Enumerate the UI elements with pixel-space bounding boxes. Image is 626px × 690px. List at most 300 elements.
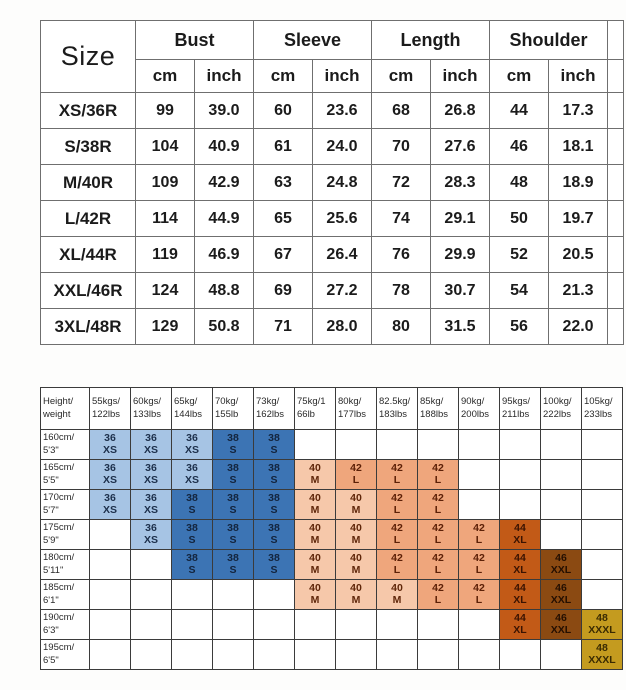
height-label-line2: 5'3" (43, 444, 59, 456)
size-measurement-value: 46 (490, 129, 549, 165)
fit-empty-cell (254, 640, 295, 670)
fit-size-code: L (352, 473, 360, 486)
fit-size-cell-44-XL (500, 520, 541, 550)
size-measurement-value: 27.2 (313, 273, 372, 309)
fit-size-number: 36 (104, 432, 116, 445)
fit-empty-cell (90, 640, 131, 670)
height-label-line1: 180cm/ (43, 551, 75, 563)
height-row-label (41, 610, 90, 640)
size-measurement-value: 40.9 (195, 129, 254, 165)
fit-table-row (41, 610, 623, 640)
weight-header-line1: 90kg/ (461, 395, 485, 407)
fit-size-code: XS (143, 503, 158, 516)
fit-empty-cell (459, 640, 500, 670)
fit-empty-cell (582, 430, 623, 460)
fit-empty-cell (172, 580, 213, 610)
fit-empty-cell (377, 640, 418, 670)
fit-size-number: 38 (227, 462, 239, 475)
fit-size-number: 42 (391, 492, 403, 505)
fit-size-number: 40 (350, 522, 362, 535)
fit-size-cell-36-XS (90, 490, 131, 520)
fit-size-cell-40-M (295, 550, 336, 580)
size-measurement-value: 19.7 (549, 201, 608, 237)
size-row-label: XXL/46R (41, 273, 136, 309)
fit-empty-cell (500, 430, 541, 460)
fit-empty-cell (295, 610, 336, 640)
fit-size-code: L (393, 533, 401, 546)
fit-size-number: 42 (432, 462, 444, 475)
fit-empty-cell (500, 490, 541, 520)
fit-size-number: 36 (104, 492, 116, 505)
fit-empty-cell (254, 580, 295, 610)
fit-empty-cell (459, 430, 500, 460)
fit-empty-cell (459, 460, 500, 490)
fit-empty-cell (295, 430, 336, 460)
weight-header-line2: 144lbs (174, 408, 202, 420)
fit-empty-cell (541, 460, 582, 490)
fit-size-cell-36-XS (131, 460, 172, 490)
fit-size-cell-42-L (418, 580, 459, 610)
fit-empty-cell (500, 460, 541, 490)
fit-size-cell-36-XS (172, 460, 213, 490)
fit-size-code: L (393, 503, 401, 516)
fit-size-number: 40 (309, 462, 321, 475)
height-row-label (41, 580, 90, 610)
size-measurement-value: 114 (136, 201, 195, 237)
weight-header-line2: 133lbs (133, 408, 161, 420)
fit-size-number: 44 (514, 522, 526, 535)
size-table-row (41, 237, 624, 273)
size-measurement-value: 52 (490, 237, 549, 273)
fit-size-code: M (351, 533, 361, 546)
size-measurement-value: 27.6 (431, 129, 490, 165)
fit-empty-cell (541, 640, 582, 670)
height-label-line1: 185cm/ (43, 581, 75, 593)
fit-empty-cell (459, 490, 500, 520)
size-measurement-value: 71 (254, 309, 313, 345)
cropped-column-sliver (608, 237, 624, 273)
fit-empty-cell (500, 640, 541, 670)
size-measurement-value: 42.9 (195, 165, 254, 201)
unit-header-cm: cm (254, 60, 313, 93)
fit-empty-cell (541, 490, 582, 520)
weight-header-line1: 100kg/ (543, 395, 572, 407)
fit-size-number: 36 (145, 432, 157, 445)
weight-header-line2: 155lb (215, 408, 239, 420)
height-row-label (41, 460, 90, 490)
size-measurement-value: 68 (372, 93, 431, 129)
size-measurement-value: 129 (136, 309, 195, 345)
fit-table-row (41, 550, 623, 580)
size-row-label: M/40R (41, 165, 136, 201)
fit-size-cell-36-XS (172, 430, 213, 460)
fit-size-code: S (229, 533, 237, 546)
fit-size-code: M (351, 563, 361, 576)
fit-size-code: XL (513, 533, 527, 546)
size-measurement-value: 80 (372, 309, 431, 345)
size-row-label: 3XL/48R (41, 309, 136, 345)
fit-size-code: XS (102, 473, 117, 486)
size-measurement-value: 17.3 (549, 93, 608, 129)
fit-empty-cell (582, 490, 623, 520)
fit-size-code: XS (184, 443, 199, 456)
fit-size-cell-40-M (295, 520, 336, 550)
weight-header-line1: 65kg/ (174, 395, 198, 407)
weight-header-line1: 55kgs/ (92, 395, 120, 407)
fit-size-cell-38-S (172, 550, 213, 580)
height-row-label (41, 490, 90, 520)
unit-header-cm: cm (136, 60, 195, 93)
unit-header-inch: inch (431, 60, 490, 93)
fit-empty-cell (131, 610, 172, 640)
fit-empty-cell (213, 580, 254, 610)
fit-size-number: 38 (227, 552, 239, 565)
fit-size-number: 36 (145, 492, 157, 505)
weight-column-header (418, 388, 459, 430)
weight-header-line2: 183lbs (379, 408, 407, 420)
fit-size-number: 46 (555, 582, 567, 595)
fit-empty-cell (213, 640, 254, 670)
fit-size-code: S (229, 503, 237, 516)
fit-size-number: 42 (432, 522, 444, 535)
size-measurement-value: 61 (254, 129, 313, 165)
fit-size-number: 38 (268, 522, 280, 535)
fit-size-number: 42 (432, 492, 444, 505)
fit-size-code: L (434, 533, 442, 546)
fit-size-code: XXL (550, 623, 572, 636)
fit-size-cell-38-S (213, 460, 254, 490)
size-measurement-value: 25.6 (313, 201, 372, 237)
weight-header-line1: 85kg/ (420, 395, 444, 407)
fit-empty-cell (90, 580, 131, 610)
height-row-label (41, 640, 90, 670)
height-label-line2: 5'11" (43, 564, 64, 576)
fit-size-code: L (434, 563, 442, 576)
fit-size-code: L (475, 563, 483, 576)
fit-size-cell-42-L (377, 520, 418, 550)
fit-size-code: S (270, 563, 278, 576)
size-table-row (41, 129, 624, 165)
fit-empty-cell (377, 430, 418, 460)
weight-header-line1: 105kg/ (584, 395, 613, 407)
corner-line1: Height/ (43, 395, 74, 407)
weight-header-line1: 95kgs/ (502, 395, 530, 407)
weight-header-line1: 80kg/ (338, 395, 362, 407)
fit-empty-cell (336, 430, 377, 460)
fit-size-code: S (229, 563, 237, 576)
fit-size-code: L (393, 563, 401, 576)
fit-size-code: M (351, 593, 361, 606)
weight-column-header (336, 388, 377, 430)
fit-size-number: 38 (268, 552, 280, 565)
height-label-line2: 6'5" (43, 654, 59, 666)
fit-size-code: M (310, 563, 320, 576)
fit-table-row (41, 640, 623, 670)
fit-size-number: 36 (145, 522, 157, 535)
fit-size-cell-40-M (295, 490, 336, 520)
weight-header-line2: 122lbs (92, 408, 120, 420)
size-table-row (41, 273, 624, 309)
fit-empty-cell (254, 610, 295, 640)
cropped-column-sliver (608, 309, 624, 345)
size-measurement-value: 28.3 (431, 165, 490, 201)
fit-size-cell-42-L (377, 490, 418, 520)
weight-column-header (582, 388, 623, 430)
fit-size-code: S (188, 563, 196, 576)
weight-column-header (459, 388, 500, 430)
weight-header-line1: 70kg/ (215, 395, 239, 407)
size-table-corner-label: Size (41, 21, 136, 93)
fit-size-number: 36 (104, 462, 116, 475)
fit-size-cell-38-S (213, 550, 254, 580)
fit-empty-cell (459, 610, 500, 640)
size-measurement-value: 78 (372, 273, 431, 309)
unit-header-inch: inch (313, 60, 372, 93)
size-measurement-value: 29.9 (431, 237, 490, 273)
size-measurement-value: 20.5 (549, 237, 608, 273)
fit-empty-cell (336, 610, 377, 640)
fit-size-cell-42-L (459, 520, 500, 550)
height-row-label (41, 430, 90, 460)
fit-size-code: M (310, 503, 320, 516)
size-measurement-value: 50 (490, 201, 549, 237)
fit-size-number: 48 (596, 642, 608, 655)
fit-size-cell-36-XS (131, 490, 172, 520)
size-measurement-value: 99 (136, 93, 195, 129)
size-measurement-value: 70 (372, 129, 431, 165)
size-measurement-value: 18.1 (549, 129, 608, 165)
weight-header-line1: 73kg/ (256, 395, 280, 407)
fit-size-cell-42-L (418, 550, 459, 580)
fit-size-cell-36-XS (90, 460, 131, 490)
fit-size-cell-46-XXL (541, 580, 582, 610)
fit-size-number: 42 (473, 522, 485, 535)
size-measurement-value: 44 (490, 93, 549, 129)
size-measurement-value: 76 (372, 237, 431, 273)
fit-size-number: 36 (186, 462, 198, 475)
cropped-column-sliver (608, 273, 624, 309)
fit-size-code: XS (143, 443, 158, 456)
fit-size-code: L (434, 503, 442, 516)
fit-size-cell-40-M (377, 580, 418, 610)
size-measurement-value: 44.9 (195, 201, 254, 237)
size-measurement-table (40, 20, 624, 345)
fit-size-number: 40 (309, 582, 321, 595)
fit-size-number: 42 (391, 552, 403, 565)
size-measurement-value: 21.3 (549, 273, 608, 309)
fit-empty-cell (582, 520, 623, 550)
fit-table-row (41, 490, 623, 520)
size-measurement-value: 124 (136, 273, 195, 309)
weight-header-line2: 66lb (297, 408, 315, 420)
height-row-label (41, 520, 90, 550)
fit-size-cell-36-XS (131, 430, 172, 460)
weight-header-line2: 177lbs (338, 408, 366, 420)
fit-size-cell-48-XXXL (582, 610, 623, 640)
fit-size-number: 42 (432, 552, 444, 565)
size-measurement-value: 46.9 (195, 237, 254, 273)
height-weight-fit-table (40, 387, 623, 670)
fit-size-number: 38 (268, 492, 280, 505)
fit-size-code: M (310, 533, 320, 546)
fit-size-cell-38-S (213, 490, 254, 520)
fit-size-cell-38-S (172, 490, 213, 520)
fit-empty-cell (131, 580, 172, 610)
fit-size-cell-38-S (213, 520, 254, 550)
fit-size-number: 46 (555, 612, 567, 625)
weight-column-header (295, 388, 336, 430)
size-table-row (41, 165, 624, 201)
fit-empty-cell (336, 640, 377, 670)
fit-size-code: S (270, 533, 278, 546)
fit-size-cell-42-L (377, 550, 418, 580)
size-measurement-value: 65 (254, 201, 313, 237)
fit-size-cell-42-L (377, 460, 418, 490)
height-label-line1: 175cm/ (43, 521, 75, 533)
fit-empty-cell (295, 640, 336, 670)
fit-size-cell-36-XS (90, 430, 131, 460)
fit-size-number: 44 (514, 552, 526, 565)
weight-header-line2: 200lbs (461, 408, 489, 420)
fit-size-number: 40 (350, 582, 362, 595)
fit-empty-cell (582, 550, 623, 580)
height-label-line1: 190cm/ (43, 611, 75, 623)
fit-size-cell-42-L (459, 550, 500, 580)
fit-size-cell-38-S (254, 550, 295, 580)
size-measurement-value: 50.8 (195, 309, 254, 345)
height-label-line1: 165cm/ (43, 461, 75, 473)
height-row-label (41, 550, 90, 580)
fit-size-code: S (188, 503, 196, 516)
fit-size-cell-44-XL (500, 550, 541, 580)
fit-size-code: XXL (550, 563, 572, 576)
unit-header-cm: cm (490, 60, 549, 93)
size-measurement-value: 109 (136, 165, 195, 201)
fit-empty-cell (172, 640, 213, 670)
fit-size-code: L (434, 473, 442, 486)
weight-column-header (213, 388, 254, 430)
fit-size-number: 38 (186, 552, 198, 565)
weight-header-line2: 211lbs (502, 408, 530, 420)
size-measurement-value: 56 (490, 309, 549, 345)
corner-line2: weight (43, 408, 71, 420)
size-measurement-value: 30.7 (431, 273, 490, 309)
fit-size-code: XXXL (588, 653, 616, 666)
fit-size-number: 36 (145, 462, 157, 475)
fit-size-number: 48 (596, 612, 608, 625)
size-measurement-value: 24.0 (313, 129, 372, 165)
fit-empty-cell (213, 610, 254, 640)
fit-size-cell-42-L (459, 580, 500, 610)
size-measurement-value: 119 (136, 237, 195, 273)
fit-empty-cell (582, 460, 623, 490)
fit-size-number: 40 (350, 492, 362, 505)
fit-table-row (41, 520, 623, 550)
fit-empty-cell (418, 430, 459, 460)
unit-header-inch: inch (195, 60, 254, 93)
fit-size-number: 42 (473, 582, 485, 595)
fit-size-cell-38-S (254, 430, 295, 460)
fit-size-cell-44-XL (500, 610, 541, 640)
fit-empty-cell (131, 640, 172, 670)
fit-empty-cell (90, 520, 131, 550)
cropped-column-sliver (608, 60, 624, 93)
fit-size-number: 44 (514, 612, 526, 625)
fit-size-code: XS (143, 473, 158, 486)
fit-size-cell-46-XXL (541, 550, 582, 580)
fit-size-number: 38 (227, 432, 239, 445)
fit-size-cell-42-L (418, 460, 459, 490)
fit-size-number: 40 (350, 552, 362, 565)
size-measurement-value: 31.5 (431, 309, 490, 345)
unit-header-cm: cm (372, 60, 431, 93)
size-table-row (41, 93, 624, 129)
fit-size-code: S (270, 473, 278, 486)
size-measurement-value: 72 (372, 165, 431, 201)
fit-size-number: 46 (555, 552, 567, 565)
weight-column-header (131, 388, 172, 430)
height-label-line2: 6'3" (43, 624, 59, 636)
fit-table-row (41, 460, 623, 490)
weight-column-header (172, 388, 213, 430)
size-table-row (41, 309, 624, 345)
cropped-column-sliver (608, 129, 624, 165)
size-row-label: XS/36R (41, 93, 136, 129)
size-measurement-value: 48.8 (195, 273, 254, 309)
fit-size-cell-40-M (336, 520, 377, 550)
cropped-column-sliver (608, 165, 624, 201)
fit-size-cell-38-S (172, 520, 213, 550)
size-measurement-value: 39.0 (195, 93, 254, 129)
fit-size-code: XXXL (588, 623, 616, 636)
fit-empty-cell (90, 610, 131, 640)
group-header-length: Length (372, 21, 490, 60)
weight-header-line2: 162lbs (256, 408, 284, 420)
fit-size-code: M (310, 473, 320, 486)
weight-header-line2: 188lbs (420, 408, 448, 420)
fit-size-code: XS (102, 443, 117, 456)
fit-size-code: XL (513, 623, 527, 636)
size-measurement-value: 54 (490, 273, 549, 309)
fit-size-number: 38 (227, 492, 239, 505)
fit-size-number: 42 (391, 522, 403, 535)
fit-size-code: L (475, 533, 483, 546)
fit-size-code: XL (513, 593, 527, 606)
fit-table-row (41, 430, 623, 460)
weight-column-header (541, 388, 582, 430)
fit-size-number: 38 (186, 492, 198, 505)
fit-empty-cell (172, 610, 213, 640)
fit-size-number: 44 (514, 582, 526, 595)
fit-size-code: M (310, 593, 320, 606)
fit-size-code: XL (513, 563, 527, 576)
fit-size-number: 36 (186, 432, 198, 445)
size-measurement-value: 48 (490, 165, 549, 201)
size-measurement-value: 74 (372, 201, 431, 237)
weight-column-header (377, 388, 418, 430)
height-label-line2: 5'5" (43, 474, 59, 486)
fit-size-number: 40 (309, 492, 321, 505)
fit-size-code: XS (143, 533, 158, 546)
fit-size-cell-40-M (295, 460, 336, 490)
fit-size-code: M (392, 593, 402, 606)
size-row-label: S/38R (41, 129, 136, 165)
size-measurement-value: 28.0 (313, 309, 372, 345)
fit-empty-cell (90, 550, 131, 580)
size-measurement-value: 24.8 (313, 165, 372, 201)
fit-empty-cell (131, 550, 172, 580)
fit-empty-cell (377, 610, 418, 640)
